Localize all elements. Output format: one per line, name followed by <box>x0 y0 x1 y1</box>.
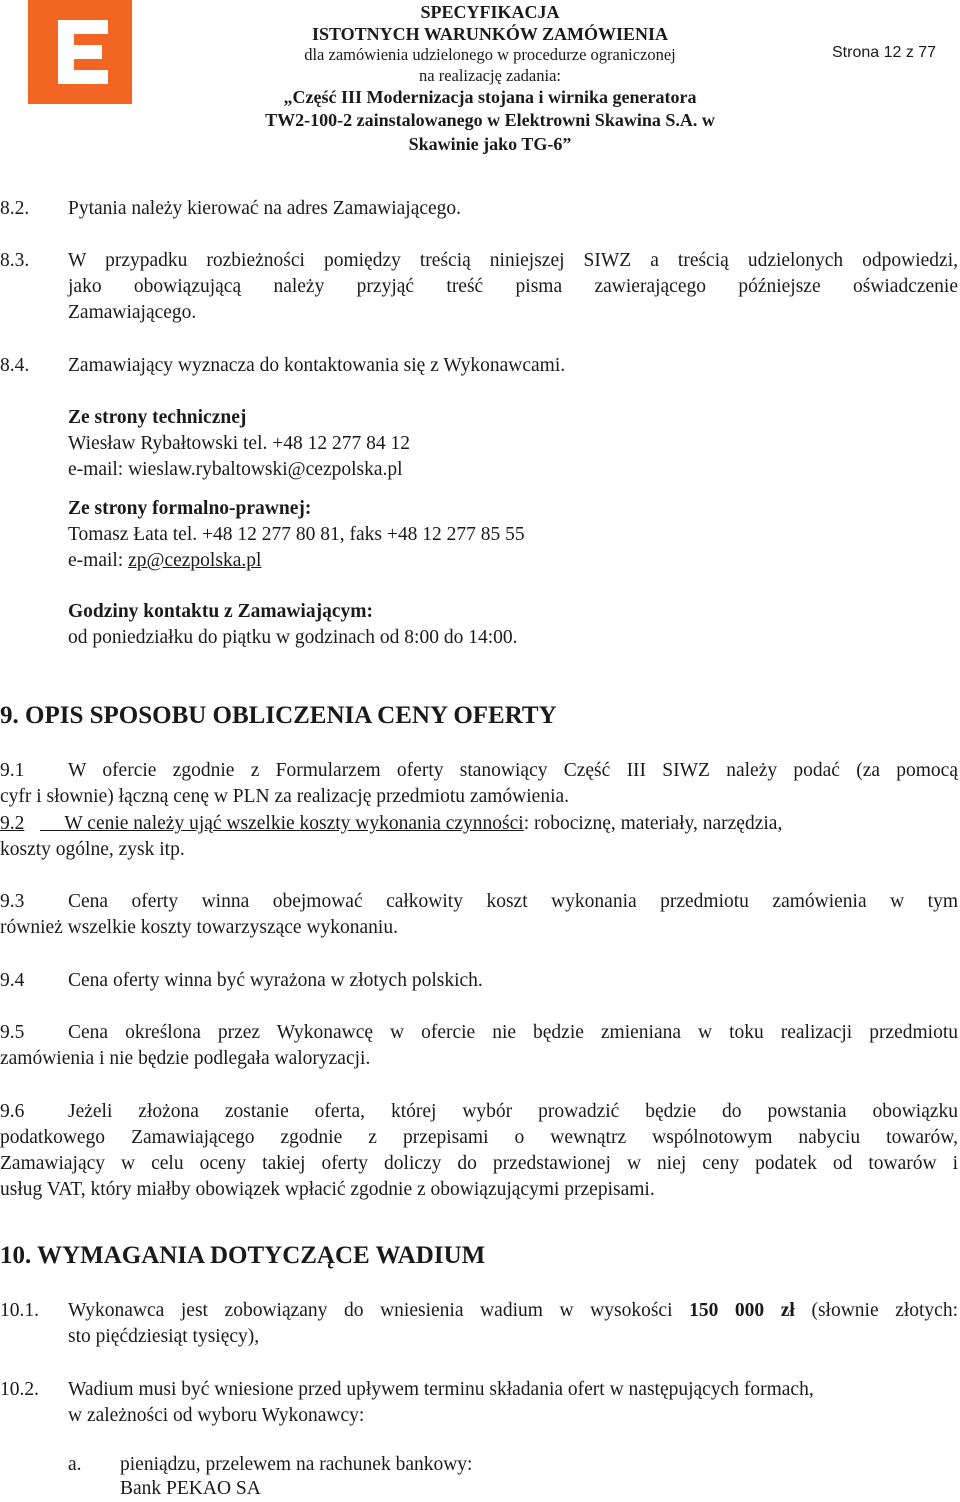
underlined-phrase: W cenie należy ująć wszelkie koszty wykonania czynności <box>64 813 524 834</box>
paragraph-line: Wadium musi być wniesione przed upływem terminu składania ofert w następujących formach, <box>68 1379 814 1400</box>
section-number: 8.4. <box>0 355 30 376</box>
section-number: 9.5 <box>0 1022 25 1043</box>
list-item-text: pieniądzu, przelewem na rachunek bankowy: <box>120 1454 473 1475</box>
section-number: 9.6 <box>0 1101 25 1122</box>
section-text: Pytania należy kierować na adres Zamawiającego. <box>68 198 462 219</box>
text-part: (słownie złotych: <box>794 1300 959 1321</box>
contact-legal-email-line <box>68 548 261 574</box>
underlined-text <box>40 813 524 834</box>
paragraph-line: Cena określona przez Wykonawcę w ofercie nie będzie zmieniana w toku realizacji przedmiotu <box>68 1022 958 1043</box>
cez-logo-icon <box>28 0 132 104</box>
paragraph-line: koszty ogólne, zysk itp. <box>0 839 185 860</box>
section-number: 8.3. <box>0 250 30 271</box>
paragraph-line: Zamawiający w celu oceny takiej oferty doliczy do przedstawionej w niej ceny podatek od towarów i <box>0 1153 958 1174</box>
paragraph-line: Jeżeli złożona zostanie oferta, której wybór prowadzić będzie do powstania obowiązku <box>68 1101 958 1122</box>
section-number: 9.1 <box>0 760 25 781</box>
paragraph-line: sto pięćdziesiąt tysięcy), <box>68 1326 260 1347</box>
paragraph-line: W ofercie zgodnie z Formularzem oferty stanowiący Część III SIWZ należy podać (za pomocą <box>68 760 958 781</box>
paragraph-line: Zamawiającego. <box>68 302 197 323</box>
section-text: Cena oferty winna być wyrażona w złotych polskich. <box>68 970 483 991</box>
section-paragraph <box>0 889 958 941</box>
section-number: 9.4 <box>0 970 25 991</box>
paragraph-line: również wszelkie koszty towarzyszące wykonaniu. <box>0 917 398 938</box>
paragraph-line: W przypadku rozbieżności pomiędzy treścią niniejszej SIWZ a treścią udzielonych odpowiedzi, <box>68 250 958 271</box>
contact-heading-technical: Ze strony technicznej <box>68 407 247 428</box>
section-paragraph <box>0 1020 958 1072</box>
paragraph-line: Cena oferty winna obejmować całkowity koszt wykonania przedmiotu zamówienia w tym <box>68 891 958 912</box>
header-title: SPECYFIKACJA <box>420 2 560 22</box>
header-subtitle: ISTOTNYCH WARUNKÓW ZAMÓWIENIA <box>311 24 669 44</box>
header-project-line2: TW2-100-2 zainstalowanego w Elektrowni Skawina S.A. w <box>265 110 715 130</box>
contact-hours-text: od poniedziałku do piątku w godzinach od 8:00 do 14:00. <box>68 627 518 648</box>
contact-technical-person: Wiesław Rybałtowski tel. +48 12 277 84 12 <box>68 433 410 454</box>
paragraph-line: cyfr i słownie) łączną cenę w PLN za realizację przedmiotu zamówienia. <box>0 786 570 807</box>
contact-technical-email: e-mail: wieslaw.rybaltowski@cezpolska.pl <box>68 459 403 480</box>
contact-legal-person: Tomasz Łata tel. +48 12 277 80 81, faks +48 12 277 85 55 <box>68 524 525 545</box>
paragraph-line: usług VAT, który miałby obowiązek wpłacić zgodnie z obowiązującymi przepisami. <box>0 1179 655 1200</box>
section-number: 8.2. <box>0 198 30 219</box>
section-number: 10.2. <box>0 1379 39 1400</box>
underlined-number: 9.2 <box>0 813 25 834</box>
header-project-line1: „Część III Modernizacja stojana i wirnika generatora <box>283 87 697 107</box>
email-link[interactable]: zp@cezpolska.pl <box>128 550 262 571</box>
bank-name: Bank PEKAO SA <box>120 1478 261 1499</box>
paragraph-line: jako obowiązującą należy przyjąć treść pisma zawierającego późniejsze oświadczenie <box>68 276 958 297</box>
page-number: Strona 12 z 77 <box>832 44 937 61</box>
section-number: 9.3 <box>0 891 25 912</box>
header-project-line3: Skawinie jako TG-6” <box>408 134 572 154</box>
paragraph-line <box>68 1298 958 1324</box>
email-label: e-mail: <box>68 550 129 571</box>
paragraph-line: podatkowego Zamawiającego zgodnie z przepisami o wewnątrz wspólnotowym nabyciu towarów, <box>0 1127 958 1148</box>
section-paragraph <box>0 758 958 810</box>
section-text: Zamawiający wyznacza do kontaktowania się z Wykonawcami. <box>68 355 566 376</box>
paragraph-line: zamówienia i nie będzie podlegała waloryzacji. <box>0 1048 371 1069</box>
list-marker: a. <box>68 1454 82 1475</box>
contact-hours-heading: Godziny kontaktu z Zamawiającym: <box>68 601 373 622</box>
section-paragraph <box>68 248 958 326</box>
section-text <box>40 811 782 837</box>
section-paragraph <box>68 1298 958 1350</box>
section-number: 10.1. <box>0 1300 39 1321</box>
section-heading-10: 10. WYMAGANIA DOTYCZĄCE WADIUM <box>0 1242 486 1269</box>
section-paragraph <box>68 1377 958 1429</box>
paragraph-line: w zależności od wyboru Wykonawcy: <box>68 1405 365 1426</box>
header-procedure: dla zamówienia udzielonego w procedurze ograniczonej <box>304 45 676 64</box>
section-paragraph <box>0 1099 958 1203</box>
text-part: Wykonawca jest zobowiązany do wniesienia wadium w wysokości <box>68 1300 690 1321</box>
header-task: na realizację zadania: <box>419 66 561 85</box>
section-number <box>0 811 24 837</box>
text-remainder: : robociznę, materiały, narzędzia, <box>523 813 783 834</box>
contact-heading-legal: Ze strony formalno-prawnej: <box>68 498 312 519</box>
wadium-amount: 150 000 zł <box>689 1300 795 1321</box>
section-heading-9: 9. OPIS SPOSOBU OBLICZENIA CENY OFERTY <box>0 702 557 729</box>
